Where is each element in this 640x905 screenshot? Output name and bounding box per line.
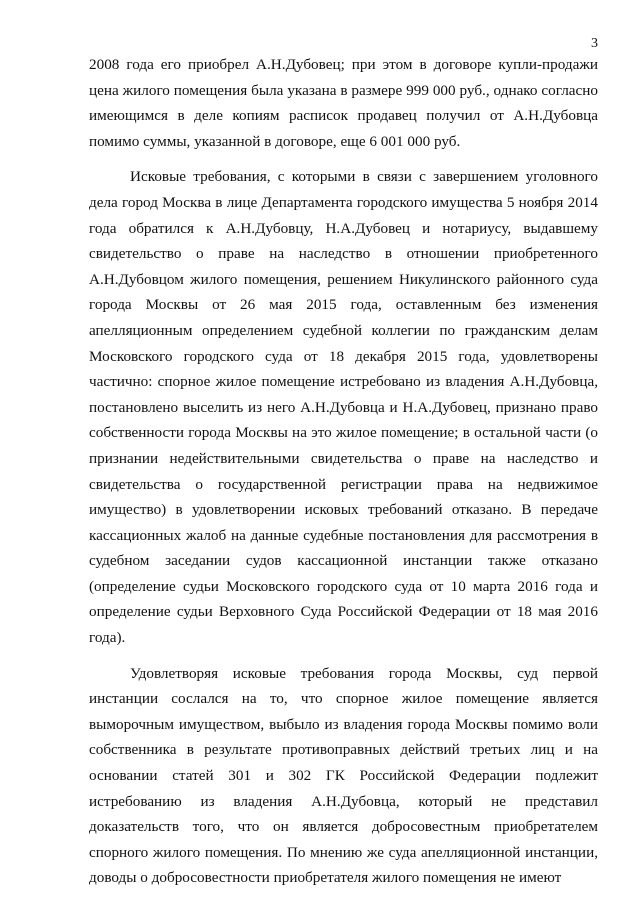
paragraph-continuation: 2008 года его приобрел А.Н.Дубовец; при этом в договоре купли-продажи цена жилого помещения была указана в размере 999 000 руб., однако согласно имеющимся в деле копиям расписок продавец получил от А.Н.Дубовца помимо суммы, указанной в договоре, еще 6 001 000 руб.	[89, 56, 598, 150]
page-number: 3	[591, 36, 598, 51]
paragraph-claims: Исковые требования, с которыми в связи с завершением уголовного дела город Москва в лице Департамента городского имущества 5 ноября 2014 года обратился к А.Н.Дубовцу, Н.А.Дубовец и нотариусу, выдавшему свидетельство о праве на наследство в отношении приобретенного А.Н.Дубовцом жилого помещения, решением Никулинского районного суда города Москвы от 26 мая 2015 года, оставленным без изменения апелляционным определением судебной коллегии по гражданским делам Московского городского суда от 18 декабря 2015 года, удовлетворены частично: спорное жилое помещение истребовано из владения А.Н.Дубовца, постановлено выселить из него А.Н.Дубовца и Н.А.Дубовец, признано право собственности города Москвы на это жилое помещение; в остальной части (о признании недействительными свидетельства о праве на наследство и свидетельства о государственной регистрации права на недвижимое имущество) в удовлетворении исковых требований отказано. В передаче кассационных жалоб на данные судебные постановления для рассмотрения в судебном заседании судов кассационной инстанции также отказано (определение судьи Московского городского суда от 10 марта 2016 года и определение судьи Верховного Суда Российской Федерации от 18 мая 2016 года).	[89, 168, 598, 647]
paragraph-first-instance: Удовлетворяя исковые требования города Москвы, суд первой инстанции сослался на то, что спорное жилое помещение является выморочным имуществом, выбыло из владения города Москвы помимо воли собственника в результате противоправных действий третьих лиц и на основании статей 301 и 302 ГК Российской Федерации подлежит истребованию из владения А.Н.Дубовца, который не представил доказательств того, что он является добросовестным приобретателем спорного жилого помещения. По мнению же суда апелляционной инстанции, доводы о добросовестности приобретателя жилого помещения не имеют	[89, 664, 598, 887]
document-body	[89, 52, 598, 891]
